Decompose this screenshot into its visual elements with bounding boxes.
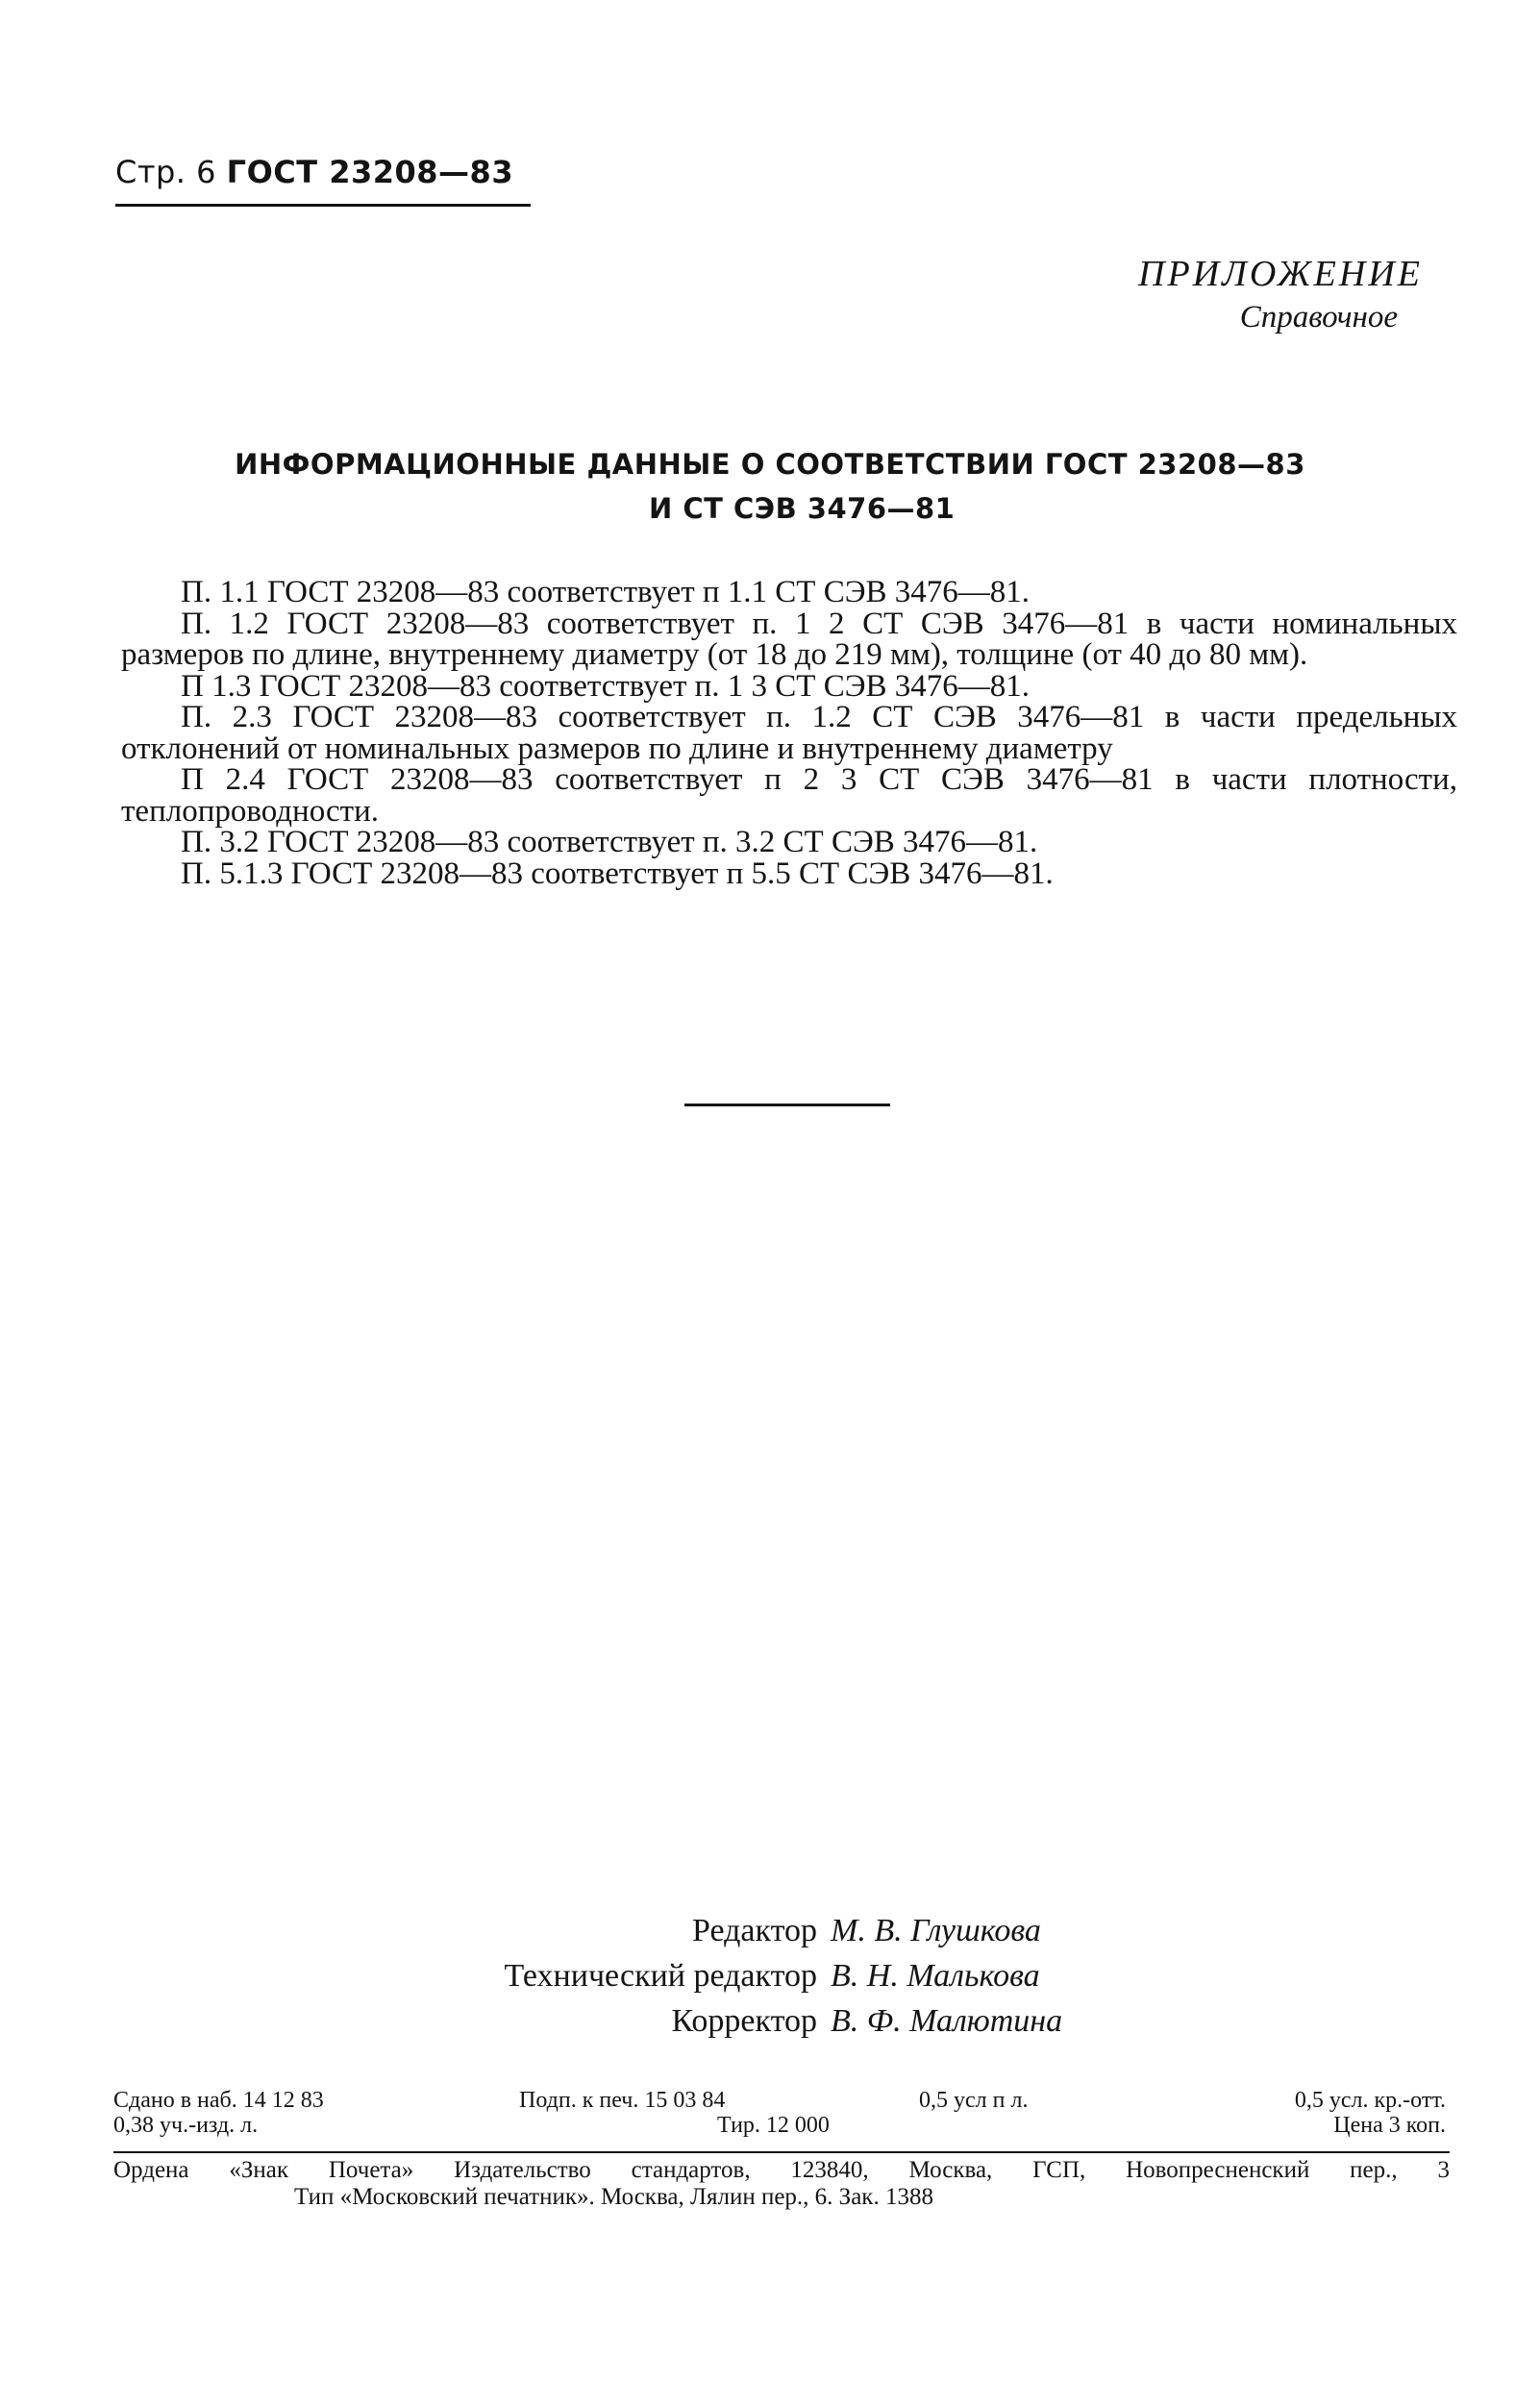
publisher-sheets: 0,38 уч.-изд. л. — [113, 2113, 259, 2138]
credit-role: Корректор — [671, 2003, 817, 2039]
paragraph: П 2.4 ГОСТ 23208—83 соответствует п 2 3 СТ СЭВ 3476—81 в части плотности, теплопроводности. — [121, 762, 1457, 829]
paragraph: П. 5.1.3 ГОСТ 23208—83 соответствует п 5.5 СТ СЭВ 3476—81. — [181, 856, 1054, 891]
paragraph: П 1.3 ГОСТ 23208—83 соответствует п. 1 3 СТ СЭВ 3476—81. — [181, 668, 1031, 704]
editorial-credits — [0, 1908, 1540, 2044]
credit-person: В. Ф. Малютина — [831, 2003, 1063, 2039]
print-sheets: 0,5 усл п л. — [919, 2088, 1029, 2113]
credit-row-proofreader — [0, 1998, 1540, 2044]
appendix-label — [1042, 252, 1427, 338]
credit-person: М. В. Глушкова — [831, 1913, 1041, 1948]
credit-role: Редактор — [692, 1913, 817, 1948]
credit-row-editor — [0, 1908, 1540, 1953]
section-divider — [684, 1104, 890, 1106]
appendix-title: ПРИЛОЖЕНИЕ — [1138, 254, 1423, 294]
header-rule — [115, 204, 531, 207]
page-number: Стр. 6 — [115, 154, 216, 190]
document-title-line-2: И СТ СЭВ 3476—81 — [649, 492, 956, 525]
paragraph: П. 3.2 ГОСТ 23208—83 соответствует п. 3.2 СТ СЭВ 3476—81. — [181, 825, 1038, 859]
imprint — [113, 2157, 1450, 2211]
price: Цена 3 коп. — [1333, 2113, 1446, 2138]
printer-line: Тип «Московский печатник». Москва, Лялин пер., 6. Зак. 1388 — [294, 2184, 933, 2210]
credit-row-technical-editor — [0, 1953, 1540, 1998]
circulation: Тир. 12 000 — [717, 2113, 830, 2138]
publisher-line: Ордена «Знак Почета» Издательство стандартов, 123840, Москва, ГСП, Новопресненский пер., 3 — [113, 2157, 1450, 2183]
correspondence-list — [121, 577, 1457, 889]
credit-role: Технический редактор — [504, 1958, 817, 1994]
appendix-subtitle: Справочное — [1239, 300, 1398, 335]
imprint-rule — [113, 2151, 1450, 2153]
paragraph: П. 2.3 ГОСТ 23208—83 соответствует п. 1.2 СТ СЭВ 3476—81 в части предельных отклонений от номинальных размеров по длине и внутреннему диаметру — [121, 700, 1457, 766]
document-title — [115, 442, 1425, 531]
standard-code: ГОСТ 23208—83 — [226, 154, 514, 190]
signed-date: Подп. к печ. 15 03 84 — [519, 2088, 726, 2113]
page-header — [115, 154, 513, 190]
credit-person: В. Н. Малькова — [831, 1958, 1040, 1994]
color-prints: 0,5 усл. кр.-отт. — [1294, 2088, 1446, 2113]
submitted-date: Сдано в наб. 14 12 83 — [113, 2088, 324, 2113]
document-title-line-1: ИНФОРМАЦИОННЫЕ ДАННЫЕ О СООТВЕТСТВИИ ГОСТ 23208—83 — [235, 448, 1305, 481]
paragraph: П. 1.2 ГОСТ 23208—83 соответствует п. 1 2 СТ СЭВ 3476—81 в части номинальных размеров по длине, внутреннему диаметру (от 18 до 219 мм), толщине (от 40 до 80 мм). — [121, 606, 1457, 672]
paragraph: П. 1.1 ГОСТ 23208—83 соответствует п 1.1 СТ СЭВ 3476—81. — [181, 575, 1031, 609]
